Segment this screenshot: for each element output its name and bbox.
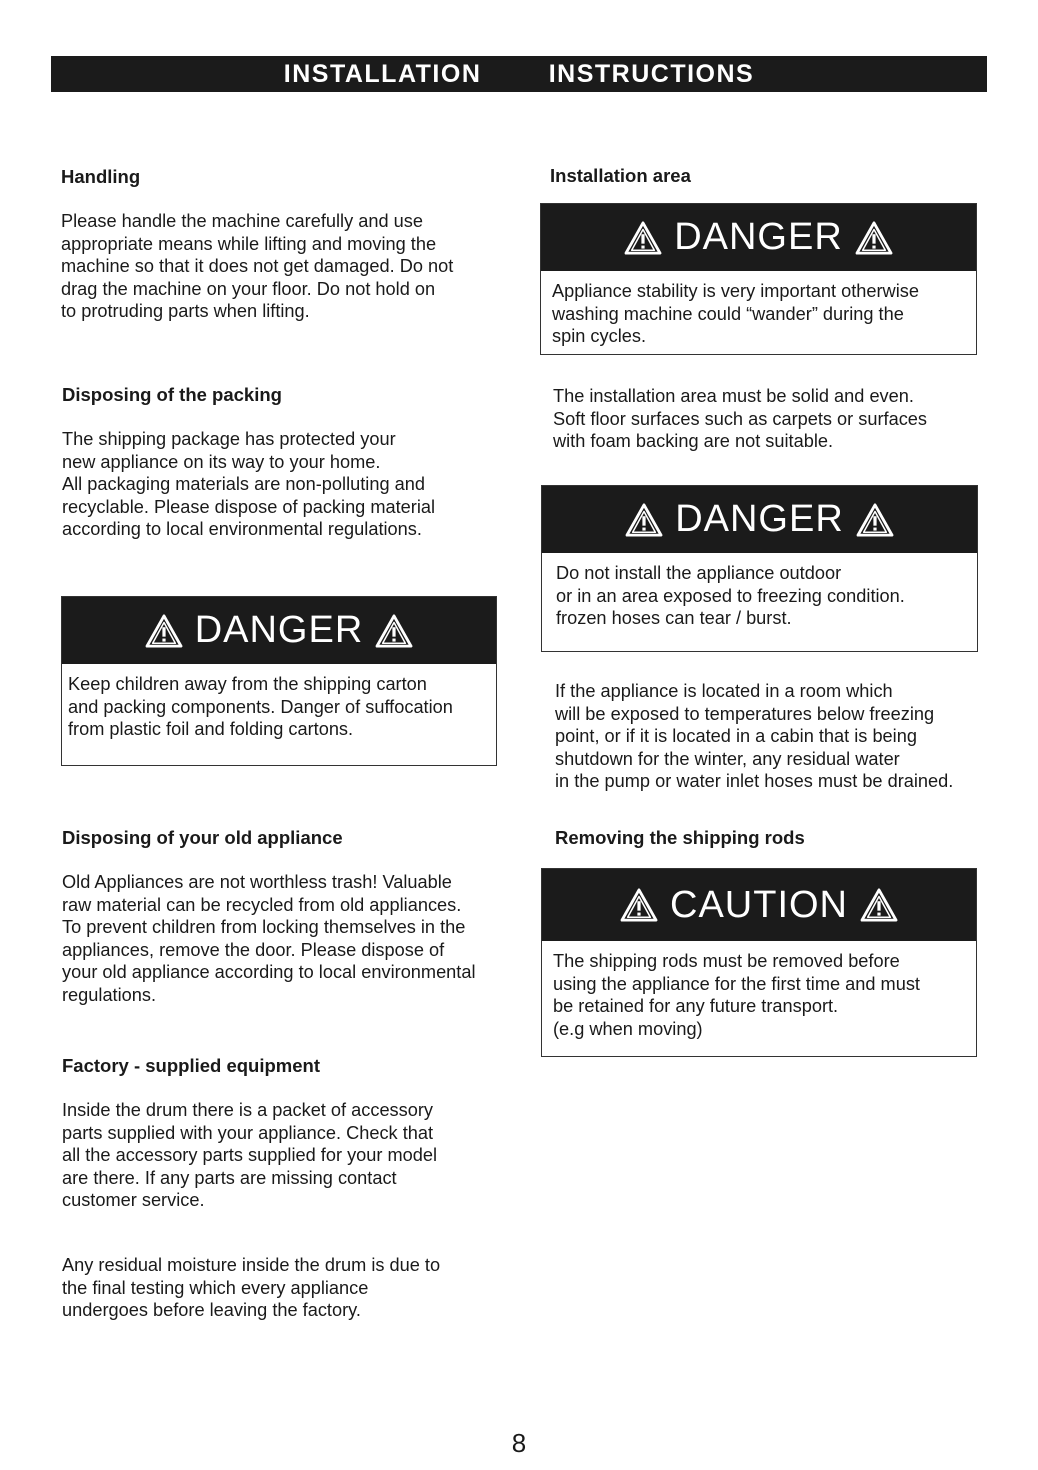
- danger-label: DANGER: [674, 216, 843, 258]
- factory-heading: Factory - supplied equipment: [62, 1055, 320, 1076]
- caution-label: CAUTION: [670, 883, 848, 926]
- old-appliance-text: Old Appliances are not worthless trash! Valuable raw material can be recycled from old appliances. To prevent children from locking themselves in the appliances, remove the door. Please dispose of your old appliance according to local environmental regulations.: [62, 872, 476, 1005]
- warning-triangle-icon: [856, 503, 894, 537]
- danger-box-packing: [61, 596, 497, 766]
- warning-triangle-icon: [860, 888, 898, 922]
- moisture-text: Any residual moisture inside the drum is due to the final testing which every appliance undergoes before leaving the factory.: [62, 1255, 441, 1320]
- packing-heading: Disposing of the packing: [62, 384, 282, 405]
- caution-text: The shipping rods must be removed before using the appliance for the first time and must be retained for any future transport. (e.g when moving): [553, 951, 920, 1039]
- warning-triangle-icon: [375, 614, 413, 648]
- danger-header: [62, 597, 496, 664]
- warning-triangle-icon: [620, 888, 658, 922]
- page-title: INSTALLATION INSTRUCTIONS: [283, 59, 755, 88]
- danger-box-outdoor: [541, 485, 978, 652]
- danger-header: [542, 486, 977, 553]
- danger-box-stability: [540, 203, 977, 355]
- packing-text: The shipping package has protected your new appliance on its way to your home. All packaging materials are non-polluting and recyclable. Please dispose of packing material according to local environmental regulations.: [62, 429, 436, 539]
- danger-text: Appliance stability is very important otherwise washing machine could “wander” during the spin cycles.: [552, 281, 919, 346]
- warning-triangle-icon: [855, 221, 893, 255]
- shipping-rods-heading: Removing the shipping rods: [555, 827, 805, 848]
- caution-header: [542, 869, 976, 941]
- factory-text: Inside the drum there is a packet of accessory parts supplied with your appliance. Check that all the accessory parts supplied for your model are there. If any parts are missing contact customer service.: [62, 1100, 438, 1210]
- page-number: 8: [511, 1428, 527, 1458]
- warning-triangle-icon: [145, 614, 183, 648]
- caution-box-rods: [541, 868, 977, 1057]
- installation-area-heading: Installation area: [550, 165, 691, 186]
- warning-triangle-icon: [625, 503, 663, 537]
- danger-header: [541, 204, 976, 271]
- installation-area-text: The installation area must be solid and even. Soft floor surfaces such as carpets or surfaces with foam backing are not suitable.: [553, 386, 928, 451]
- danger-label: DANGER: [675, 498, 844, 540]
- old-appliance-heading: Disposing of your old appliance: [62, 827, 343, 848]
- handling-heading: Handling: [61, 166, 141, 187]
- freezing-text: If the appliance is located in a room which will be exposed to temperatures below freezing point, or if it is located in a cabin that is being shutdown for the winter, any residual water in the pump or water inlet hoses must be drained.: [555, 681, 954, 791]
- danger-text: Do not install the appliance outdoor or in an area exposed to freezing condition. frozen hoses can tear / burst.: [556, 563, 905, 628]
- warning-triangle-icon: [624, 221, 662, 255]
- danger-text: Keep children away from the shipping carton and packing components. Danger of suffocation from plastic foil and folding cartons.: [68, 674, 453, 739]
- danger-label: DANGER: [194, 609, 364, 651]
- page-title-banner: [51, 56, 987, 92]
- handling-text: Please handle the machine carefully and use appropriate means while lifting and moving the machine so that it does not get damaged. Do not drag the machine on your floor. Do not hold on to protruding parts when lifting.: [61, 211, 454, 321]
